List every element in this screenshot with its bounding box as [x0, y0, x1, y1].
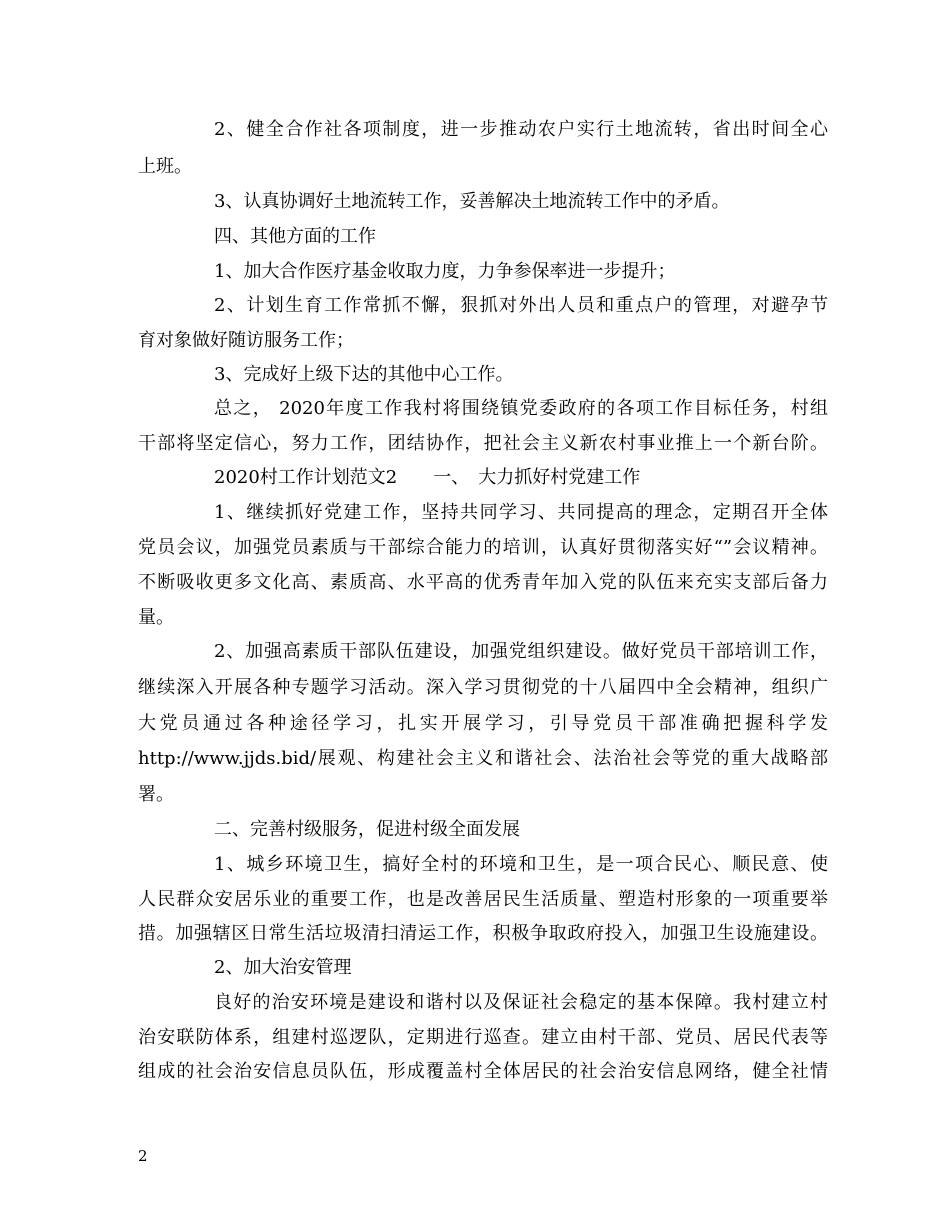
text-line: 3、认真协调好土地流转工作，妥善解决土地流转工作中的矛盾。	[214, 191, 730, 212]
text-line: 2、健全合作社各项制度，进一步推动农户实行土地流转，省出时间全心	[214, 119, 828, 140]
text-line: 育对象做好随访服务工作；	[138, 330, 354, 351]
text-line: http://www.jjds.bid/展观、构建社会主义和谐社会、法治社会等党的重大战略部	[138, 748, 828, 769]
text-line: 总之， 2020年度工作我村将围绕镇党委政府的各项工作目标任务，村组	[214, 398, 828, 419]
text-line: 署。	[138, 784, 174, 805]
text-line: 人民群众安居乐业的重要工作，也是改善居民生活质量、塑造村形象的一项重要举	[138, 889, 828, 910]
text-line: 1、城乡环境卫生，搞好全村的环境和卫生，是一项合民心、顺民意、使	[214, 854, 828, 875]
text-line: 良好的治安环境是建设和谐村以及保证社会稳定的基本保障。我村建立村	[214, 992, 828, 1013]
text-line: 1、继续抓好党建工作，坚持共同学习、共同提高的理念，定期召开全体	[214, 502, 828, 523]
page-number: 2	[138, 1147, 148, 1165]
text-line: 大党员通过各种途径学习，扎实开展学习，引导党员干部准确把握科学发	[138, 713, 828, 734]
section-heading: 二、完善村级服务，促进村级全面发展	[214, 819, 520, 840]
text-line: 不断吸收更多文化高、素质高、水平高的优秀青年加入党的队伍来充实支部后备力	[138, 572, 828, 593]
text-line: 量。	[138, 607, 174, 628]
section-heading: 四、其他方面的工作	[214, 226, 376, 247]
text-line: 2、加强高素质干部队伍建设，加强党组织建设。做好党员干部培训工作，	[214, 641, 828, 662]
text-line: 2、计划生育工作常抓不懈，狠抓对外出人员和重点户的管理，对避孕节	[214, 295, 828, 316]
text-line: 1、加大合作医疗基金收取力度，力争参保率进一步提升；	[214, 261, 676, 282]
text-line: 继续深入开展各种专题学习活动。深入学习贯彻党的十八届四中全会精神，组织广	[138, 677, 828, 698]
text-line: 措。加强辖区日常生活垃圾清扫清运工作，积极争取政府投入，加强卫生设施建设。	[138, 923, 828, 944]
text-line: 党员会议，加强党员素质与干部综合能力的培训，认真好贯彻落实好“”会议精神。	[138, 537, 828, 558]
text-line: 干部将坚定信心，努力工作，团结协作，把社会主义新农村事业推上一个新台阶。	[138, 433, 828, 454]
text-line: 上班。	[138, 156, 192, 177]
text-line: 组成的社会治安信息员队伍，形成覆盖村全体居民的社会治安信息网络，健全社情	[138, 1061, 828, 1082]
section-heading: 2020村工作计划范文2 一、 大力抓好村党建工作	[214, 467, 641, 488]
text-line: 2、加大治安管理	[214, 957, 352, 978]
text-line: 3、完成好上级下达的其他中心工作。	[214, 364, 514, 385]
text-line: 治安联防体系，组建村巡逻队，定期进行巡查。建立由村干部、党员、居民代表等	[138, 1027, 828, 1048]
